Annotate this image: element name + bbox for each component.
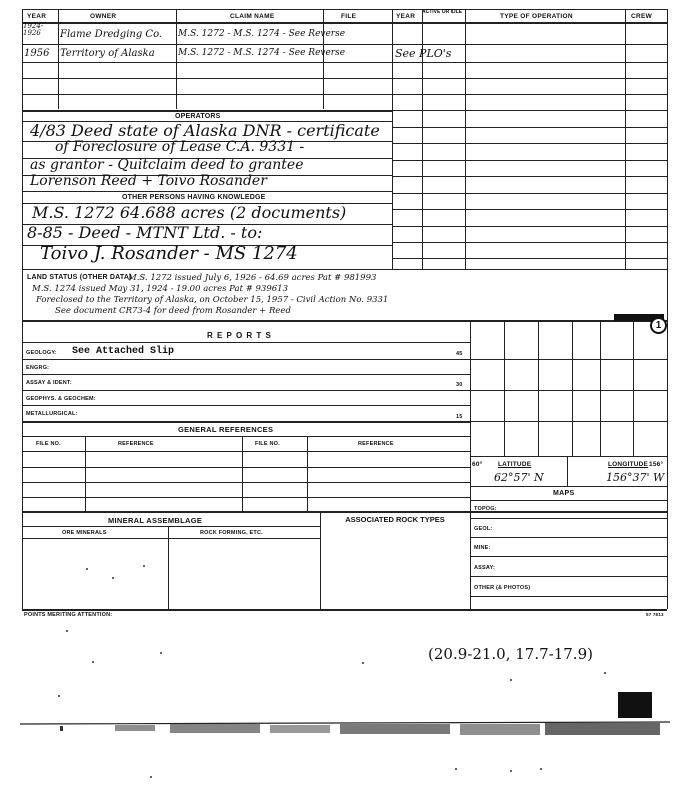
type-of-operation-note: See PLO's — [395, 47, 452, 60]
maps-other: OTHER (& PHOTOS) — [474, 585, 531, 591]
ore-minerals-label: ORE MINERALS — [62, 530, 107, 536]
gr-col-file-no: FILE NO. — [36, 441, 61, 447]
metallurgical-num: 15 — [456, 414, 463, 420]
latitude-label: LATITUDE — [498, 461, 532, 468]
geology-label: GEOLOGY: — [26, 350, 57, 356]
header-file: FILE — [341, 13, 357, 20]
operators-line-1: 4/83 Deed state of Alaska DNR - certificate — [30, 121, 380, 140]
owner-row-1-owner: Flame Dredging Co. — [60, 29, 163, 40]
general-references-label: GENERAL REFERENCES — [178, 425, 274, 434]
location-suffix: 156° — [649, 461, 664, 468]
assay-num: 30 — [456, 382, 463, 388]
owner-row-2-year: 1956 — [24, 48, 50, 59]
other-persons-line-1: M.S. 1272 64.688 acres (2 documents) — [32, 203, 347, 222]
longitude-label: LONGITUDE — [608, 461, 649, 468]
header-year-2: YEAR — [396, 13, 416, 20]
points-handwritten: (20.9-21.0, 17.7-17.9) — [428, 645, 593, 663]
maps-label: MAPS — [553, 490, 575, 497]
location-prefix: 60° — [472, 461, 483, 468]
land-status-line-1: M.S. 1272 issued July 6, 1926 - 64.69 acres Pat # 981993 — [128, 273, 377, 283]
gr-col-file-no-2: FILE NO. — [255, 441, 280, 447]
geology-num: 45 — [456, 351, 463, 357]
header-year: YEAR — [27, 13, 47, 20]
owner-row-1-year: 1924-1926 — [23, 22, 44, 37]
other-persons-line-3: Toivo J. Rosander - MS 1274 — [40, 243, 298, 264]
geology-value: See Attached Slip — [72, 346, 175, 357]
header-owner: OWNER — [90, 13, 117, 20]
owner-row-2-claim: M.S. 1272 - M.S. 1274 - See Reverse — [178, 48, 346, 58]
maps-assay: ASSAY: — [474, 565, 496, 571]
header-claim-name: CLAIM NAME — [230, 13, 275, 20]
points-label: POINTS MERITING ATTENTION: — [24, 612, 113, 618]
header-active-or-idle: ACTIVE OR IDLE — [422, 9, 463, 15]
geophys-label: GEOPHYS. & GEOCHEM: — [26, 396, 96, 402]
maps-topog: TOPOG: — [474, 506, 497, 512]
other-persons-label: OTHER PERSONS HAVING KNOWLEDGE — [122, 194, 266, 201]
land-status-line-2: M.S. 1274 issued May 31, 1924 - 19.00 acres Pat # 939613 — [32, 284, 288, 294]
owner-row-1-claim: M.S. 1272 - M.S. 1274 - See Reverse — [178, 29, 346, 39]
mineral-assemblage-label: MINERAL ASSEMBLAGE — [108, 516, 203, 525]
latitude-value: 62°57' N — [494, 471, 544, 484]
black-mark — [618, 692, 652, 718]
scan-noise-band — [20, 718, 670, 742]
operators-line-3: as grantor - Quitclaim deed to grantee — [30, 157, 304, 173]
land-status-line-3: Foreclosed to the Territory of Alaska, on October 15, 1957 - Civil Action No. 9331 — [36, 295, 389, 305]
operators-line-4: Lorenson Reed + Toivo Rosander — [30, 173, 267, 189]
engrg-label: ENGRG: — [26, 365, 50, 371]
land-status-line-4: See document CR73-4 for deed from Rosander + Reed — [55, 306, 291, 316]
circle-number-badge: 1 — [650, 317, 667, 334]
header-crew: CREW — [631, 13, 653, 20]
metallurgical-label: METALLURGICAL: — [26, 411, 78, 417]
operators-label: OPERATORS — [175, 113, 221, 120]
associated-rock-types-label: ASSOCIATED ROCK TYPES — [345, 515, 445, 524]
form-number: 57 7813 — [646, 612, 664, 617]
assay-label: ASSAY & IDENT: — [26, 380, 72, 386]
reports-label: R E P O R T S — [207, 331, 272, 340]
gr-col-reference-2: REFERENCE — [358, 441, 394, 447]
maps-mine: MINE: — [474, 545, 491, 551]
land-status-label: LAND STATUS (OTHER DATA) — [27, 274, 132, 281]
rock-forming-label: ROCK FORMING, ETC. — [200, 530, 263, 536]
longitude-value: 156°37' W — [606, 471, 665, 484]
operators-line-2: of Foreclosure of Lease C.A. 9331 - — [55, 139, 305, 155]
header-type-of-operation: TYPE OF OPERATION — [500, 13, 573, 20]
maps-geol: GEOL: — [474, 526, 493, 532]
owner-row-2-owner: Territory of Alaska — [60, 48, 155, 59]
other-persons-line-2: 8-85 - Deed - MTNT Ltd. - to: — [27, 223, 263, 242]
gr-col-reference: REFERENCE — [118, 441, 154, 447]
